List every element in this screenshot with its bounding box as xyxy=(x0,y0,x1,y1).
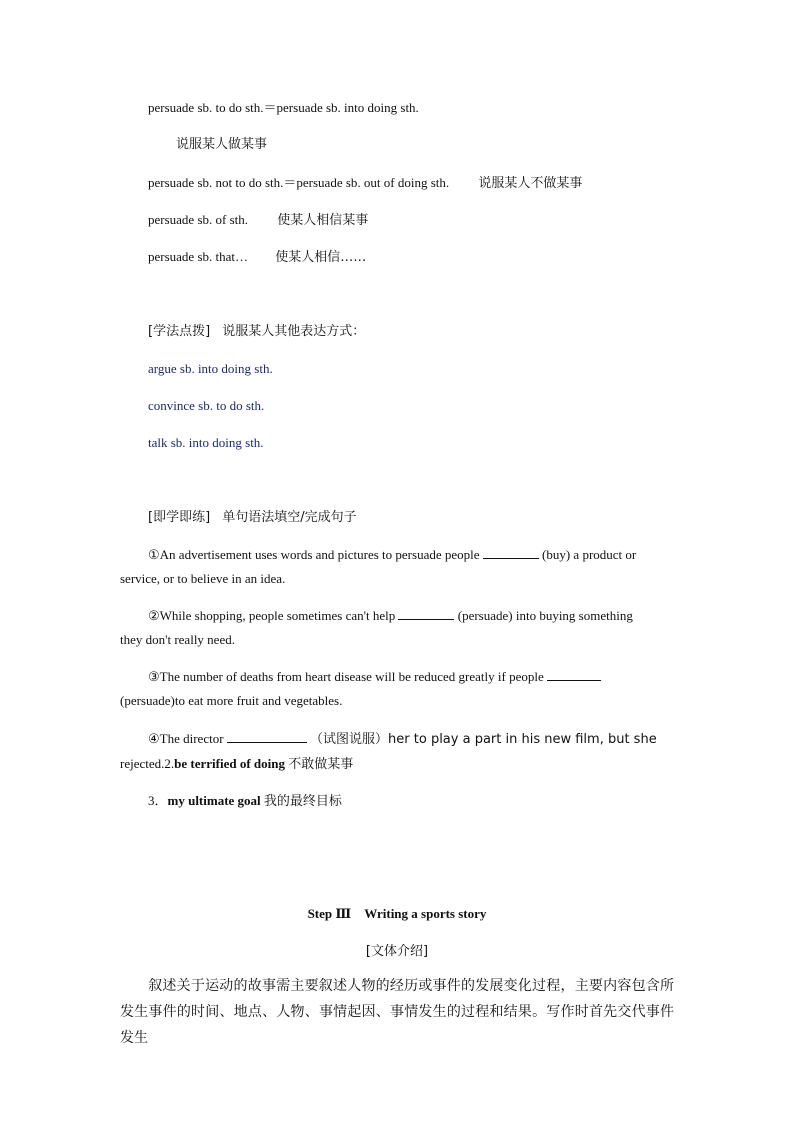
tips-heading xyxy=(148,323,365,341)
persuade-line-3-en: persuade sb. of sth. xyxy=(148,212,249,227)
q3-text-c: (persuade)to eat more fruit and vegetables. xyxy=(120,693,343,708)
persuade-line-3 xyxy=(148,211,368,230)
practice-title: 单句语法填空/完成句子 xyxy=(222,510,357,525)
q2-text-b: (persuade) into buying something xyxy=(457,608,633,623)
persuade-line-2-en: persuade sb. not to do sth.＝persuade sb. out of doing sth. xyxy=(148,175,450,190)
tips-label: [学法点拨] xyxy=(148,324,211,339)
tips-item-3: talk sb. into doing sth. xyxy=(148,435,264,450)
practice-heading xyxy=(148,509,357,527)
question-2 xyxy=(120,604,674,652)
persuade-line-4-cn: 使某人相信…… xyxy=(275,250,367,265)
persuade-line-2 xyxy=(148,174,582,193)
step-3-title-text: Step Ⅲ Writing a sports story xyxy=(307,906,487,921)
persuade-line-4-en: persuade sb. that… xyxy=(148,249,249,264)
q2-text-a: ②While shopping, people sometimes can't help xyxy=(148,608,396,623)
persuade-line-3-cn: 使某人相信某事 xyxy=(277,213,369,228)
point-3-num: 3． xyxy=(148,793,168,808)
q4-text-a: ④The director xyxy=(148,731,224,746)
persuade-line-1: persuade sb. to do sth.＝persuade sb. into doing sth. xyxy=(148,100,419,115)
q1-blank xyxy=(483,546,539,559)
q2-text-c: they don't really need. xyxy=(120,632,235,647)
question-1 xyxy=(120,543,674,591)
q1-text-c: service, or to believe in an idea. xyxy=(120,571,286,586)
q4-text-b: （试图说服）her to play a part in his new film, but she xyxy=(310,732,657,747)
step-3-intro-label: [文体介绍] xyxy=(365,944,429,959)
persuade-line-4 xyxy=(148,248,366,267)
step-3-paragraph-text: 叙述关于运动的故事需主要叙述人物的经历或事件的发展变化过程，主要内容包含所发生事件的时间、地点、人物、事情起因、事情发生的过程和结果。写作时首先交代事件发生 xyxy=(120,978,674,1046)
q3-text-a: ③The number of deaths from heart disease will be reduced greatly if people xyxy=(148,669,544,684)
q2-blank xyxy=(398,607,454,620)
tips-item-2: convince sb. to do sth. xyxy=(148,398,265,413)
question-3 xyxy=(120,665,674,713)
point-3 xyxy=(148,792,342,811)
point-3-phrase: my ultimate goal xyxy=(167,793,261,808)
persuade-line-1-cn: 说服某人做某事 xyxy=(176,137,268,152)
q3-blank xyxy=(547,668,601,681)
q4-blank xyxy=(227,730,307,743)
q4-bold-phrase: be terrified of doing xyxy=(174,756,285,771)
practice-label: [即学即练] xyxy=(148,510,211,525)
persuade-line-2-cn: 说服某人不做某事 xyxy=(478,176,583,191)
point-3-cn: 我的最终目标 xyxy=(263,794,342,809)
q4-text-c: rejected.2. xyxy=(120,756,175,771)
q4-cn: 不敢做某事 xyxy=(288,757,354,772)
tips-title: 说服某人其他表达方式： xyxy=(222,324,366,339)
q1-text-a: ①An advertisement uses words and pictures to persuade people xyxy=(148,547,480,562)
step-3-title xyxy=(0,903,794,922)
question-4 xyxy=(120,727,674,777)
q1-text-b: (buy) a product or xyxy=(542,547,637,562)
tips-item-1: argue sb. into doing sth. xyxy=(148,361,273,376)
step-3-paragraph xyxy=(120,973,674,1051)
